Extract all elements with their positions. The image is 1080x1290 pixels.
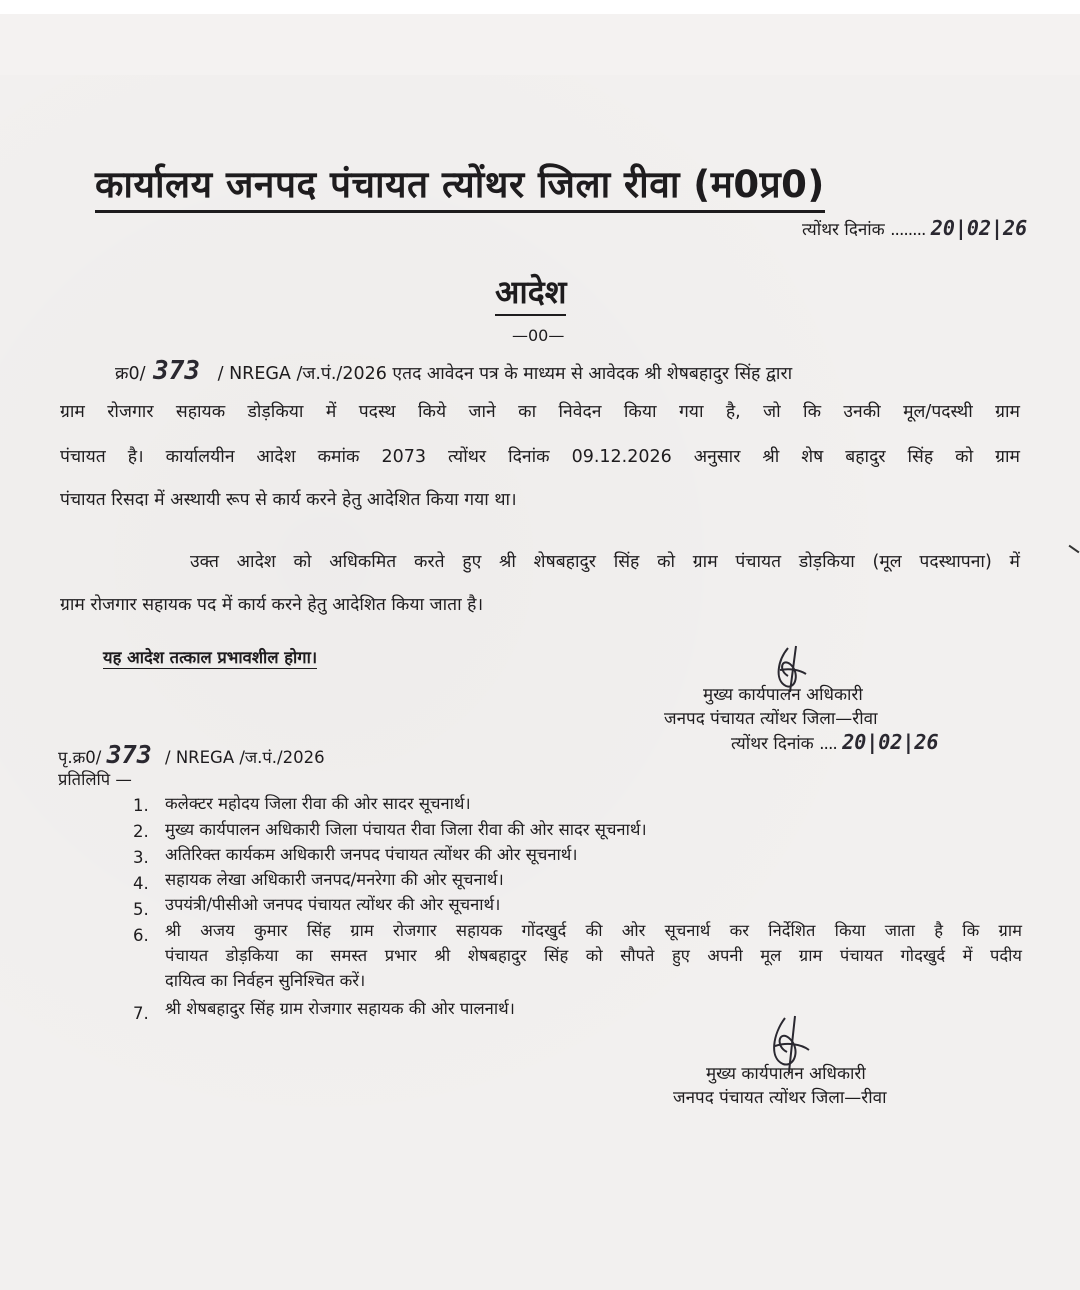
- copy-item-text: सहायक लेखा अधिकारी जनपद/मनरेगा की ओर सूचनार्थ।: [165, 870, 504, 889]
- copy-item-num: 4.: [133, 874, 149, 893]
- copy-item-text: श्री अजय कुमार सिंह ग्राम रोजगार सहायक गोंदखुर्द की ओर सूचनार्थ कर निर्देशित किया जाता है कि ग्राम: [165, 921, 1022, 940]
- order-ref-number: 373: [153, 356, 201, 386]
- signature-1-office: जनपद पंचायत त्योंथर जिला—रीवा: [664, 709, 878, 729]
- copy-ref-line: [58, 740, 325, 769]
- order-ref-line: [115, 356, 792, 386]
- order-ref-text: / NREGA /ज.पं./2026 एतद आवेदन पत्र के माध्यम से आवेदक श्री शेषबहादुर सिंह द्वारा: [217, 364, 793, 384]
- para1-line2: ग्राम रोजगार सहायक डोड़किया में पदस्थ किये जाने का निवेदन किया गया है, जो कि उनकी मूल/पदस्थी ग्राम: [60, 402, 1020, 422]
- copy-item-text: कलेक्टर महोदय जिला रीवा की ओर सादर सूचनार्थ।: [165, 794, 471, 813]
- copy-label: प्रतिलिपि —: [58, 770, 132, 789]
- para2-line1: उक्त आदेश को अधिकमित करते हुए श्री शेषबहादुर सिंह को ग्राम पंचायत डोड़किया (मूल पदस्थापना) में: [190, 552, 1020, 572]
- header-date-value: 20|02|26: [930, 216, 1028, 240]
- copy-item-num: 5.: [133, 900, 149, 919]
- copy-item-text-cont: पंचायत डोड़किया का समस्त प्रभार श्री शेषबहादुर सिंह को सौपते हुए अपनी मूल ग्राम पंचायत गोदखुर्द में पदीय: [165, 946, 1022, 965]
- signature-1-date: त्योंथर दिनांक .... 20|02|26: [731, 730, 939, 754]
- copy-item-text: उपयंत्री/पीसीओ जनपद पंचायत त्योंथर की ओर सूचनार्थ।: [165, 895, 501, 914]
- copy-item-num: 1.: [133, 796, 149, 815]
- header-date-label: त्योंथर दिनांक: [802, 220, 885, 240]
- copy-ref-prefix: पृ.क्र0/: [58, 748, 102, 767]
- signature-2-office: जनपद पंचायत त्योंथर जिला—रीवा: [673, 1088, 887, 1108]
- copy-item-text-cont: दायित्व का निर्वहन सुनिश्चित करें।: [165, 971, 366, 990]
- copy-ref-text: / NREGA /ज.पं./2026: [165, 748, 325, 767]
- copy-item-num: 6.: [133, 926, 149, 945]
- copy-item-text: अतिरिक्त कार्यकम अधिकारी जनपद पंचायत त्योंथर की ओर सूचनार्थ।: [165, 845, 578, 864]
- para2-line2: ग्राम रोजगार सहायक पद में कार्य करने हेतु आदेशित किया जाता है।: [60, 595, 484, 615]
- copy-item-num: 3.: [133, 848, 149, 867]
- signature-1-date-value: 20|02|26: [842, 730, 939, 754]
- header-date: त्योंथर दिनांक ........ 20|02|26: [802, 216, 1028, 240]
- office-title: कार्यालय जनपद पंचायत त्योंथर जिला रीवा (म0प्र0): [95, 160, 825, 213]
- copy-item-num: 2.: [133, 822, 149, 841]
- copy-item-num: 7.: [133, 1004, 149, 1023]
- signature-1-date-label: त्योंथर दिनांक: [731, 734, 814, 754]
- heading-separator: —00—: [512, 326, 565, 345]
- para1-line3: पंचायत है। कार्यालयीन आदेश कमांक 2073 त्योंथर दिनांक 09.12.2026 अनुसार श्री शेष बहादुर सिंह को ग्राम: [60, 447, 1020, 467]
- order-heading: आदेश: [495, 270, 566, 316]
- copy-item-text: मुख्य कार्यपालन अधिकारी जिला पंचायत रीवा जिला रीवा की ओर सादर सूचनार्थ।: [165, 820, 647, 839]
- top-margin: [0, 0, 1080, 14]
- signature-1-title: मुख्य कार्यपालन अधिकारी: [703, 685, 863, 705]
- order-ref-prefix: क्र0/: [115, 364, 146, 384]
- para1-line4: पंचायत रिसदा में अस्थायी रूप से कार्य करने हेतु आदेशित किया गया था।: [60, 490, 517, 510]
- copy-ref-number: 373: [106, 740, 152, 769]
- copy-item-text: श्री शेषबहादुर सिंह ग्राम रोजगार सहायक की ओर पालनार्थ।: [165, 999, 515, 1018]
- signature-2-title: मुख्य कार्यपालन अधिकारी: [706, 1064, 866, 1084]
- effect-statement: यह आदेश तत्काल प्रभावशील होगा।: [103, 645, 317, 669]
- document-page: [0, 75, 1080, 1290]
